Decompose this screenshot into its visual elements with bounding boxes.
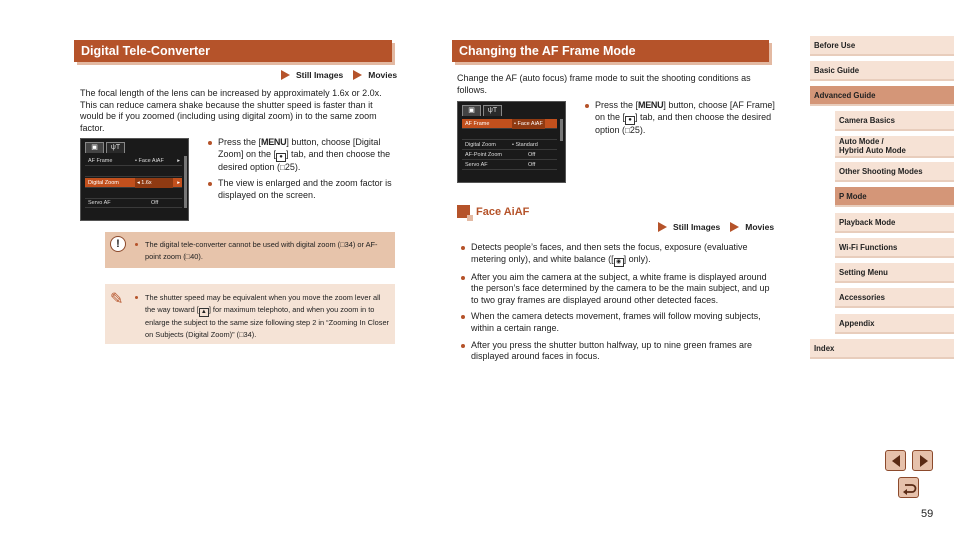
telephoto-icon: ▲ [199,308,209,317]
menu-row-empty [85,167,182,177]
nav-before-use[interactable]: Before Use [810,36,954,56]
tools-tab-icon: ψΤ [106,142,125,153]
section-title-af-frame-mode: Changing the AF Frame Mode [452,40,769,62]
triangle-icon [353,70,362,80]
page-ref-icon: □ [185,252,191,261]
menu-row-empty [462,130,557,140]
af-step-list [584,100,779,141]
menu-row-servo-af: Servo AF Off [85,198,182,208]
camera-menu-screen [80,138,189,221]
nav-wifi-functions[interactable]: Wi-Fi Functions [835,238,954,258]
nav-advanced-guide[interactable]: Advanced Guide [810,86,954,106]
shooting-modes [658,222,774,232]
note-text: The shutter speed may be equivalent when you move the zoom lever all the way toward [ ▲ ] for maximum telephoto, and when you zoom in to enlarge the subject to the same size following step 2 in “Zooming In Closer on Subjects (Digital Zoom)” (□34). [134,292,390,341]
pencil-icon: ✎ [110,291,124,308]
menu-row-servo-af: Servo AF Off [462,160,557,170]
camera-menu-screen-af [457,101,566,183]
mode-still-images: Still Images [296,70,344,80]
face-aiaf-list [460,242,776,368]
return-icon [899,478,920,499]
nav-basic-guide[interactable]: Basic Guide [810,61,954,81]
subsection-title-face-aiaf: Face AiAF [457,205,529,218]
menu-row-digital-zoom: Digital Zoom ◂ 1.6x ▸ [85,178,182,188]
menu-row-af-point-zoom: AF-Point Zoom Off [462,150,557,160]
list-item: After you press the shutter button halfway, up to nine green frames are displayed around faces in focus. [460,340,776,363]
triangle-icon [730,222,739,232]
step-item: Press the [MENU] button, choose [Digital Zoom] on the [ ● ] tab, and then choose the desired option (□25). [207,137,397,173]
list-item: When the camera detects movement, frames will follow moving subjects, within a certain range. [460,311,776,334]
next-page-button[interactable] [912,450,933,471]
list-item: Detects people’s faces, and then sets the focus, exposure (evaluative metering only), and white balance ([ ◉ ] only). [460,242,776,267]
caution-icon: ! [110,236,126,252]
return-button[interactable] [898,477,919,498]
camera-tab-icon: ▣ [462,105,481,116]
tools-tab-icon: ψΤ [483,105,502,116]
nav-auto-mode[interactable]: Auto Mode / Hybrid Auto Mode [835,136,954,158]
section-title-digital-tele-converter: Digital Tele-Converter [74,40,392,62]
nav-p-mode[interactable]: P Mode [835,187,954,207]
triangle-icon [281,70,290,80]
page-number: 59 [921,508,934,520]
shooting-modes [281,70,397,80]
nav-accessories[interactable]: Accessories [835,288,954,308]
menu-tabs [85,142,125,153]
mode-movies: Movies [368,70,398,80]
mode-movies: Movies [745,222,775,232]
camera-tab-icon: ▣ [85,142,104,153]
camera-icon: ● [276,153,286,162]
mode-still-images: Still Images [673,222,721,232]
evaluative-metering-icon: ◉ [614,258,624,267]
nav-other-shooting-modes[interactable]: Other Shooting Modes [835,162,954,182]
step-item: Press the [MENU] button, choose [AF Frame] on the [ ● ] tab, and then choose the desired option (□25). [584,100,779,136]
nav-camera-basics[interactable]: Camera Basics [835,111,954,131]
page-ref-icon: □ [340,240,345,249]
prev-page-button[interactable] [885,450,906,471]
step-list [207,137,397,206]
square-icon [457,205,470,218]
menu-button-icon: MENU [261,137,287,147]
menu-row-af-frame: AF Frame • Face AiAF ▸ [85,156,182,166]
nav-index[interactable]: Index [810,339,954,359]
step-item: The view is enlarged and the zoom factor is displayed on the screen. [207,178,397,201]
menu-scrollbar [184,156,187,208]
list-item: After you aim the camera at the subject, a white frame is displayed around the person’s face determined by the camera to be the main subject, and up to two gray frames are displayed around other detected faces. [460,272,776,307]
af-intro-paragraph: Change the AF (auto focus) frame mode to suit the shooting conditions as follows. [457,73,751,95]
nav-playback-mode[interactable]: Playback Mode [835,213,954,233]
page-ref-icon: □ [625,125,630,135]
arrow-right-icon [913,451,934,472]
menu-row-af-frame: AF Frame • Face AiAF [462,119,557,129]
menu-scrollbar [560,119,563,141]
nav-setting-menu[interactable]: Setting Menu [835,263,954,283]
arrow-left-icon [886,451,907,472]
menu-button-icon: MENU [638,100,664,110]
menu-tabs [462,105,502,116]
menu-row-digital-zoom: Digital Zoom • Standard [462,140,557,150]
page-ref-icon: □ [280,162,285,172]
nav-appendix[interactable]: Appendix [835,314,954,334]
triangle-icon [658,222,667,232]
page-ref-icon: □ [239,330,244,339]
intro-paragraph: The focal length of the lens can be increased by approximately 1.6x or 2.0x. This can reduce camera shake because the shutter speed is faster than it would be if you zoomed (including using digital zoom) in to the same zoom factor. [80,88,382,133]
caution-text: The digital tele-converter cannot be used with digital zoom (□34) or AF-point zoom (□40). [134,239,384,263]
camera-icon: ● [625,116,635,125]
